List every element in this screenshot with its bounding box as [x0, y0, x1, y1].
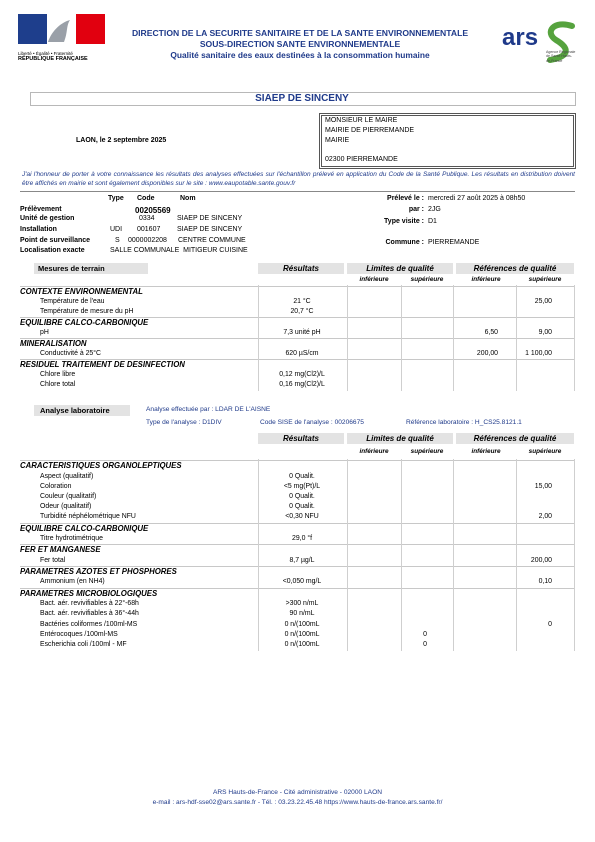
param-label: Température de l'eau — [40, 298, 105, 305]
labo-code-sise: Code SISE de l'analyse : 00206675 — [260, 419, 364, 426]
header-title-2: SOUS-DIRECTION SANTE ENVIRONNEMENTALE — [199, 39, 401, 49]
section-title: EQUILIBRE CALCO-CARBONIQUE — [20, 523, 149, 533]
param-result: <0,30 NFU — [285, 513, 319, 521]
terrain-title: Mesures de terrain — [38, 264, 105, 273]
param-result: 620 µS/cm — [285, 350, 319, 357]
col-type: Type — [108, 195, 124, 202]
section-title: PARAMETRES MICROBIOLOGIQUES — [20, 588, 158, 598]
param-label: Bact. aér. revivifiables à 36°-44h — [40, 610, 139, 618]
terrain-col-results: Résultats — [282, 264, 319, 273]
ref-sup: 2,00 — [538, 513, 552, 521]
section-title: CONTEXTE ENVIRONNEMENTAL — [20, 287, 143, 296]
unite-label: Unité de gestion — [20, 215, 75, 222]
installation-label: Installation — [20, 226, 57, 233]
column-rule — [516, 285, 517, 391]
ref-sup: 25,00 — [534, 298, 552, 305]
ref-sup: 0,10 — [538, 578, 552, 586]
ref-inf: 6,50 — [484, 329, 498, 336]
labo-col-limits: Limites de qualité — [366, 434, 434, 443]
typevisite-label: Type visite : — [384, 218, 424, 225]
ref-sup: 9,00 — [538, 329, 552, 336]
param-result: 21 °C — [293, 298, 311, 305]
marianne-flag-icon — [18, 14, 106, 44]
point-type: S — [115, 237, 120, 244]
ars-logo — [502, 20, 582, 68]
param-label: Odeur (qualitatif) — [40, 503, 92, 511]
column-rule — [401, 459, 402, 651]
param-result: <0,050 mg/L — [282, 578, 322, 586]
column-rule — [347, 459, 348, 651]
param-result: 0,16 mg(Cl2)/L — [279, 381, 325, 388]
section-title: PARAMETRES AZOTES ET PHOSPHORES — [20, 566, 177, 576]
column-rule — [574, 459, 575, 651]
unite-code: 0334 — [139, 215, 155, 222]
section-divider — [20, 544, 575, 545]
recipient-line: MAIRIE — [325, 137, 350, 144]
labo-col-refs: Références de qualité — [473, 434, 557, 443]
param-result: 0 n/(100mL — [284, 640, 320, 648]
param-result: <5 mg(Pt)/L — [283, 482, 321, 490]
preleve-label: Prélevé le : — [387, 195, 424, 202]
terrain-col-refs: Références de qualité — [473, 264, 557, 273]
param-result: 0 n/(100mL — [284, 620, 320, 628]
param-label: Chlore total — [40, 381, 76, 388]
header-title-3: Qualité sanitaire des eaux destinées à la consommation humaine — [170, 50, 430, 60]
ref-sup: 0 — [548, 620, 552, 628]
republique-logo — [18, 14, 106, 62]
param-result: 8,7 µg/L — [289, 556, 315, 564]
recipient-line: 02300 PIERREMANDE — [325, 156, 398, 163]
param-label: Couleur (qualitatif) — [40, 492, 97, 500]
ars-subtitle: Agence Régionale de Santé Hauts-de-France — [546, 50, 576, 63]
header-title-1: DIRECTION DE LA SECURITE SANITAIRE ET DE LA SANTE ENVIRONNEMENTALE — [131, 28, 469, 38]
network-title: SIAEP DE SINCENY — [255, 93, 349, 104]
param-result: 0 Qualit. — [289, 492, 315, 500]
unite-nom: SIAEP DE SINCENY — [177, 215, 243, 222]
param-label: Titre hydrotimétrique — [40, 535, 103, 542]
labo-ref: Référence laboratoire : H_CS25.8121.1 — [406, 419, 522, 426]
param-label: Turbidité néphélométrique NFU — [40, 513, 136, 521]
localisation-val: SALLE COMMUNALE MITIGEUR CUISINE — [110, 247, 248, 254]
prelevement-code: 00205569 — [135, 206, 171, 215]
labo-col-results: Résultats — [282, 434, 319, 443]
section-title: MINERALISATION — [20, 339, 87, 348]
footer-contact: e-mail : ars-hdf-sse02@ars.sante.fr - Tél. : 03.23.22.45.48 https://www.hauts-de-france.ars.sante.fr/ — [152, 799, 443, 806]
typevisite-val: D1 — [428, 218, 437, 225]
point-nom: CENTRE COMMUNE — [178, 237, 246, 244]
param-label: Bactéries coliformes /100ml-MS — [40, 620, 138, 628]
point-code: 0000002208 — [128, 237, 167, 244]
param-label: Conductivité à 25°C — [40, 350, 101, 357]
terrain-sub-ref-sup: supérieure — [528, 276, 562, 283]
ref-inf: 200,00 — [476, 350, 498, 357]
terrain-sub-ref-inf: inférieure — [471, 276, 501, 283]
installation-type: UDI — [110, 226, 123, 233]
ars-wordmark: ars — [502, 24, 539, 51]
commune-val: PIERREMANDE — [428, 239, 480, 246]
terrain-col-limits: Limites de qualité — [366, 264, 434, 273]
commune-label: Commune : — [385, 239, 424, 246]
param-result: 20,7 °C — [290, 308, 314, 315]
param-result: 0 Qualit. — [289, 503, 315, 511]
section-title: EQUILIBRE CALCO-CARBONIQUE — [20, 318, 149, 327]
labo-performed-by: Analyse effectuée par : LDAR DE L'AISNE — [146, 406, 271, 413]
param-result: >300 n/mL — [285, 600, 319, 608]
prelevement-label: Prélèvement — [20, 206, 62, 213]
column-rule — [516, 459, 517, 651]
point-label: Point de surveillance — [20, 237, 91, 244]
terrain-sub-lim-inf: inférieure — [359, 276, 389, 283]
param-label: Température de mesure du pH — [40, 308, 134, 315]
column-rule — [347, 285, 348, 391]
param-result: 0,12 mg(Cl2)/L — [279, 371, 325, 378]
column-rule — [453, 459, 454, 651]
section-title: FER ET MANGANESE — [20, 545, 101, 555]
section-title: CARACTERISTIQUES ORGANOLEPTIQUES — [20, 461, 182, 470]
param-label: Entérocoques /100ml-MS — [40, 630, 118, 638]
republique-motto: Liberté • Égalité • Fraternité — [18, 51, 73, 56]
labo-sub-ref-inf: inférieure — [471, 448, 501, 455]
column-rule — [258, 459, 259, 651]
place-date: LAON, le 2 septembre 2025 — [76, 137, 167, 144]
param-label: Chlore libre — [40, 371, 76, 378]
section-title: RESIDUEL TRAITEMENT DE DESINFECTION — [20, 360, 185, 369]
param-label: Escherichia coli /100ml - MF — [40, 640, 127, 648]
column-rule — [258, 285, 259, 391]
preleve-val: mercredi 27 août 2025 à 08h50 — [428, 195, 526, 202]
col-code: Code — [137, 195, 155, 202]
param-result: 0 Qualit. — [289, 472, 315, 480]
intro-text: J'ai l'honneur de porter à votre connaissance les résultats des analyses effectuées sur l'échantillon prélevé en application du Code de la Santé Publique. Les résultats en distribution doivent être affichés en mairie et sont également disponibles sur le site : www.eaupotable.sante.gouv.fr — [22, 171, 575, 187]
labo-sub-lim-inf: inférieure — [359, 448, 389, 455]
param-label: Coloration — [40, 482, 72, 490]
labo-title: Analyse laboratoire — [40, 406, 110, 415]
param-result: 0 n/(100mL — [284, 630, 320, 638]
section-divider — [20, 338, 575, 339]
param-label: Aspect (qualitatif) — [40, 472, 94, 480]
param-result: 7,3 unité pH — [283, 329, 321, 336]
terrain-sub-lim-sup: supérieure — [410, 276, 444, 283]
installation-nom: SIAEP DE SINCENY — [177, 226, 243, 233]
param-result: 29,0 °f — [292, 535, 312, 542]
labo-type-analyse: Type de l'analyse : D1DIV — [146, 419, 222, 426]
limit-sup: 0 — [423, 640, 427, 648]
param-label: pH — [40, 329, 49, 336]
param-label: Ammonium (en NH4) — [40, 578, 105, 586]
col-nom: Nom — [180, 195, 196, 202]
column-rule — [401, 285, 402, 391]
ref-sup: 1 100,00 — [525, 350, 552, 357]
installation-code: 001607 — [137, 226, 161, 233]
par-label: par : — [408, 206, 424, 213]
footer-address: ARS Hauts-de-France - Cité administrative - 02000 LAON — [213, 789, 382, 796]
labo-sub-lim-sup: supérieure — [410, 448, 444, 455]
column-rule — [574, 285, 575, 391]
divider — [20, 191, 575, 192]
column-rule — [453, 285, 454, 391]
param-result: 90 n/mL — [289, 610, 315, 618]
labo-sub-ref-sup: supérieure — [528, 448, 562, 455]
param-label: Fer total — [40, 556, 66, 564]
par-val: 2JG — [428, 206, 441, 213]
republique-name: RÉPUBLIQUE FRANÇAISE — [18, 56, 88, 62]
recipient-line: MONSIEUR LE MAIRE — [325, 117, 398, 124]
recipient-line: MAIRIE DE PIERREMANDE — [325, 127, 415, 134]
limit-sup: 0 — [423, 630, 427, 638]
param-label: Bact. aér. revivifiables à 22°-68h — [40, 600, 139, 608]
localisation-label: Localisation exacte — [20, 247, 85, 254]
ref-sup: 15,00 — [534, 482, 552, 490]
ref-sup: 200,00 — [530, 556, 552, 564]
